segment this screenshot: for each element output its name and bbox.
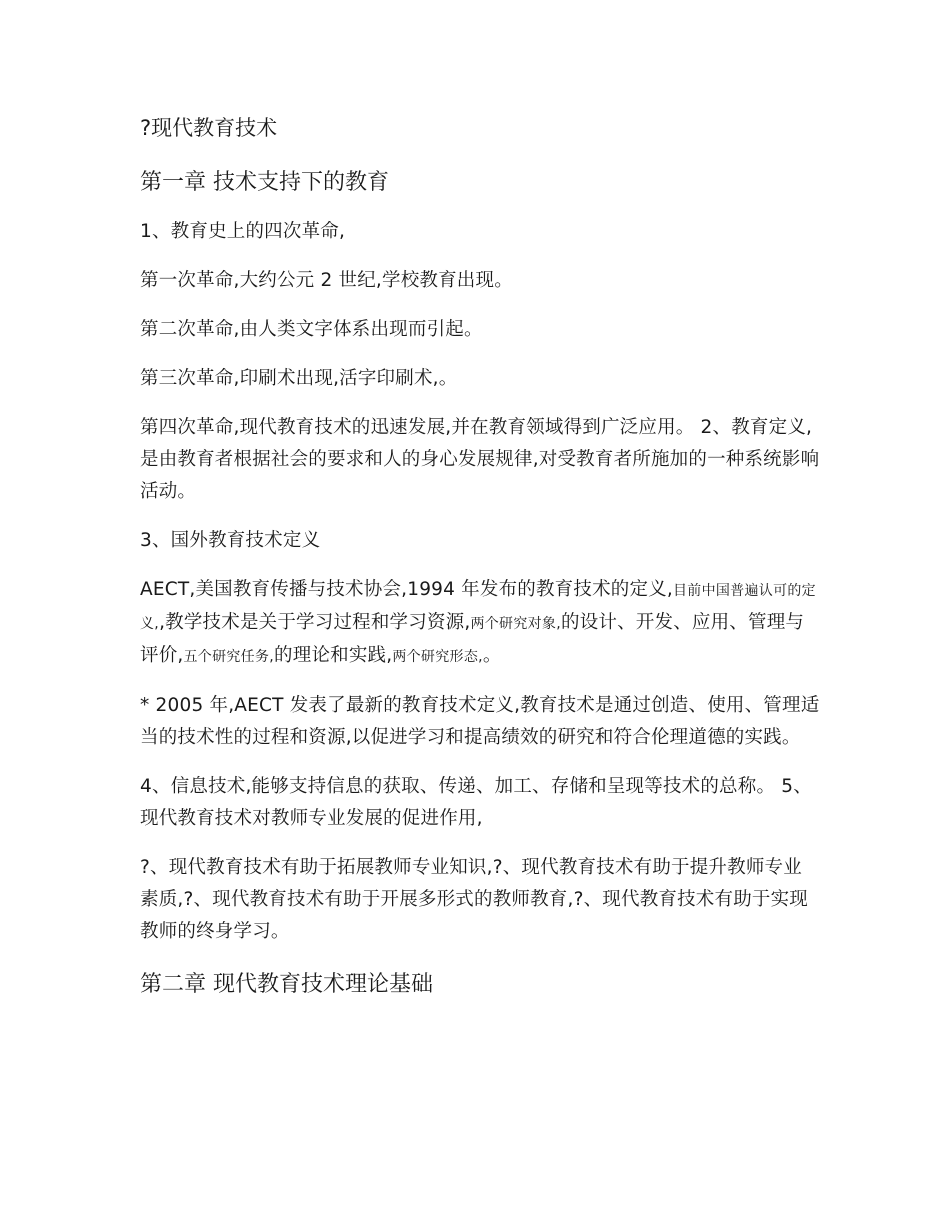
aect-note-h: 两个研究形态,	[392, 649, 483, 665]
chapter-2-heading: 第二章 现代教育技术理论基础	[140, 972, 433, 997]
aect-text-e: 的设计、开发、应用、管理与评价,	[140, 612, 805, 666]
aect-note-d: 两个研究对象,	[470, 616, 561, 632]
paragraph-fourth-revolution: 第四次革命,现代教育技术的迅速发展,并在教育领域得到广泛应用。 2、教育定义,是由教育者根据社会的要求和人的身心发展规律,对受教育者所施加的一种系统影响活动。	[140, 417, 820, 502]
aect-note-f: 五个研究任务,	[183, 649, 275, 665]
paragraph-third-revolution: 第三次革命,印刷术出现,活字印刷术,。	[140, 368, 458, 389]
paragraph-first-revolution: 第一次革命,大约公元 2 世纪,学校教育出现。	[140, 270, 513, 291]
aect-text-g: 的理论和实践,	[274, 645, 393, 666]
aect-text-i: 。	[482, 645, 502, 666]
document-title: ?现代教育技术	[140, 116, 278, 140]
aect-note-b: 目前中国普遍认可的定义,	[140, 583, 816, 632]
chapter-1-heading: 第一章 技术支持下的教育	[140, 170, 389, 195]
paragraph-teacher-development: ?、现代教育技术有助于拓展教师专业知识,?、现代教育技术有助于提升教师专业素质,?、现代教育技术有助于开展多形式的教师教育,?、现代教育技术有助于实现教师的终身学习。	[140, 857, 809, 942]
document-page	[140, 112, 820, 1002]
paragraph-aect-2005: * 2005 年,AECT 发表了最新的教育技术定义,教育技术是通过创造、使用、管理适当的技术性的过程和资源,以促进学习和提高绩效的研究和符合伦理道德的实践。	[140, 695, 820, 748]
paragraph-information-technology: 4、信息技术,能够支持信息的获取、传递、加工、存储和呈现等技术的总称。 5、现代教育技术对教师专业发展的促进作用,	[140, 776, 812, 829]
aect-text-a: AECT,美国教育传播与技术协会,1994 年发布的教育技术的定义,	[140, 579, 673, 600]
paragraph-foreign-definition-heading: 3、国外教育技术定义	[140, 530, 321, 551]
aect-text-c: ,教学技术是关于学习过程和学习资源,	[159, 612, 471, 633]
paragraph-aect-1994	[140, 574, 820, 673]
paragraph-second-revolution: 第二次革命,由人类文字体系出现而引起。	[140, 319, 483, 340]
paragraph-revolutions-heading: 1、教育史上的四次革命,	[140, 221, 346, 242]
